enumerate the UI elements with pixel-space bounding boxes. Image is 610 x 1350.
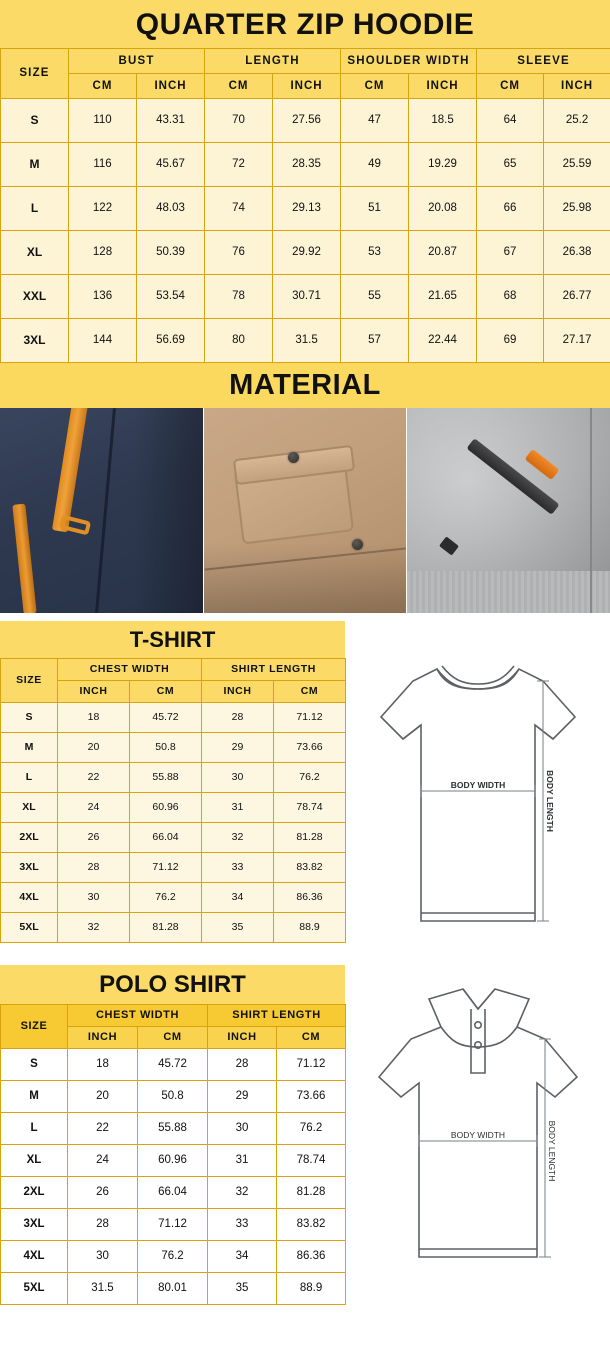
tshirt-cell: 31 <box>202 793 274 823</box>
polo-cell: 55.88 <box>138 1113 208 1145</box>
polo-row-size: 3XL <box>1 1209 68 1241</box>
hoodie-cell: 110 <box>69 99 137 143</box>
polo-row-size: XL <box>1 1145 68 1177</box>
tshirt-cell: 32 <box>58 913 130 943</box>
hoodie-unit-length-inch: INCH <box>273 74 341 99</box>
tshirt-body-width-label: BODY WIDTH <box>450 780 506 790</box>
tshirt-size-table <box>0 658 346 943</box>
polo-row-size: 5XL <box>1 1273 68 1305</box>
hoodie-cell: 47 <box>341 99 409 143</box>
polo-header-size: SIZE <box>1 1005 68 1049</box>
hoodie-cell: 20.08 <box>409 187 477 231</box>
hoodie-cell: 136 <box>69 275 137 319</box>
hoodie-row-size: L <box>1 187 69 231</box>
tshirt-cell: 24 <box>58 793 130 823</box>
hoodie-cell: 122 <box>69 187 137 231</box>
polo-cell: 29 <box>208 1081 277 1113</box>
polo-cell: 32 <box>208 1177 277 1209</box>
hoodie-cell: 22.44 <box>409 319 477 363</box>
polo-title: POLO SHIRT <box>0 965 345 1004</box>
tshirt-cell: 78.74 <box>274 793 346 823</box>
tshirt-row-size: M <box>1 733 58 763</box>
tshirt-cell: 32 <box>202 823 274 853</box>
hoodie-cell: 70 <box>205 99 273 143</box>
tshirt-cell: 81.28 <box>274 823 346 853</box>
polo-unit-length-cm: CM <box>277 1027 346 1049</box>
table-row <box>1 319 610 363</box>
hoodie-header-shoulder-width: SHOULDER WIDTH <box>341 49 477 74</box>
hoodie-cell: 116 <box>69 143 137 187</box>
hoodie-cell: 57 <box>341 319 409 363</box>
polo-cell: 88.9 <box>277 1273 346 1305</box>
polo-cell: 71.12 <box>138 1209 208 1241</box>
polo-cell: 81.28 <box>277 1177 346 1209</box>
tshirt-cell: 83.82 <box>274 853 346 883</box>
polo-row-size: 4XL <box>1 1241 68 1273</box>
tshirt-cell: 34 <box>202 883 274 913</box>
hoodie-cell: 27.56 <box>273 99 341 143</box>
material-title: MATERIAL <box>0 363 610 408</box>
hoodie-cell: 69 <box>477 319 544 363</box>
tshirt-cell: 76.2 <box>130 883 202 913</box>
hoodie-unit-length-cm: CM <box>205 74 273 99</box>
tshirt-cell: 28 <box>202 703 274 733</box>
hoodie-cell: 28.35 <box>273 143 341 187</box>
tshirt-row-size: 5XL <box>1 913 58 943</box>
table-row <box>1 1049 346 1081</box>
tshirt-cell: 71.12 <box>130 853 202 883</box>
tshirt-title: T-SHIRT <box>0 621 345 658</box>
polo-cell: 50.8 <box>138 1081 208 1113</box>
polo-row-size: 2XL <box>1 1177 68 1209</box>
polo-cell: 24 <box>68 1145 138 1177</box>
hoodie-cell: 74 <box>205 187 273 231</box>
hoodie-cell: 48.03 <box>137 187 205 231</box>
table-row <box>1 99 610 143</box>
tshirt-cell: 55.88 <box>130 763 202 793</box>
tshirt-cell: 73.66 <box>274 733 346 763</box>
polo-size-table <box>0 1004 346 1305</box>
polo-cell: 31.5 <box>68 1273 138 1305</box>
tshirt-cell: 71.12 <box>274 703 346 733</box>
hoodie-cell: 66 <box>477 187 544 231</box>
hoodie-cell: 50.39 <box>137 231 205 275</box>
hoodie-row-size: 3XL <box>1 319 69 363</box>
hoodie-unit-sleeve-cm: CM <box>477 74 544 99</box>
polo-cell: 76.2 <box>138 1241 208 1273</box>
hoodie-cell: 56.69 <box>137 319 205 363</box>
polo-cell: 73.66 <box>277 1081 346 1113</box>
polo-row-size: M <box>1 1081 68 1113</box>
hoodie-cell: 30.71 <box>273 275 341 319</box>
navy-hoodie-drawstring-photo <box>0 408 203 613</box>
tshirt-cell: 20 <box>58 733 130 763</box>
tshirt-header-size: SIZE <box>1 659 58 703</box>
polo-header-chest-width: CHEST WIDTH <box>68 1005 208 1027</box>
tshirt-row-size: 3XL <box>1 853 58 883</box>
hoodie-cell: 25.2 <box>544 99 610 143</box>
polo-cell: 20 <box>68 1081 138 1113</box>
tshirt-header-shirt-length: SHIRT LENGTH <box>202 659 346 681</box>
tshirt-header-chest-width: CHEST WIDTH <box>58 659 202 681</box>
hoodie-cell: 25.98 <box>544 187 610 231</box>
polo-cell: 66.04 <box>138 1177 208 1209</box>
polo-cell: 35 <box>208 1273 277 1305</box>
tshirt-cell: 30 <box>58 883 130 913</box>
polo-cell: 33 <box>208 1209 277 1241</box>
hoodie-unit-shoulder-inch: INCH <box>409 74 477 99</box>
polo-body-length-label: BODY LENGTH <box>547 1120 557 1182</box>
polo-cell: 31 <box>208 1145 277 1177</box>
hoodie-header-row <box>1 49 610 74</box>
tshirt-cell: 66.04 <box>130 823 202 853</box>
hoodie-unit-bust-cm: CM <box>69 74 137 99</box>
hoodie-cell: 29.92 <box>273 231 341 275</box>
table-row <box>1 703 346 733</box>
table-row <box>1 793 346 823</box>
hoodie-cell: 67 <box>477 231 544 275</box>
polo-cell: 22 <box>68 1113 138 1145</box>
hoodie-unit-row <box>1 74 610 99</box>
tshirt-cell: 60.96 <box>130 793 202 823</box>
polo-unit-chest-cm: CM <box>138 1027 208 1049</box>
hoodie-cell: 45.67 <box>137 143 205 187</box>
table-row <box>1 143 610 187</box>
polo-header-shirt-length: SHIRT LENGTH <box>208 1005 346 1027</box>
hoodie-cell: 49 <box>341 143 409 187</box>
tshirt-header-row <box>1 659 346 681</box>
tshirt-unit-chest-inch: INCH <box>58 681 130 703</box>
polo-cell: 28 <box>208 1049 277 1081</box>
tshirt-cell: 88.9 <box>274 913 346 943</box>
hoodie-cell: 29.13 <box>273 187 341 231</box>
polo-cell: 80.01 <box>138 1273 208 1305</box>
hoodie-row-size: M <box>1 143 69 187</box>
hoodie-cell: 78 <box>205 275 273 319</box>
tshirt-cell: 76.2 <box>274 763 346 793</box>
polo-unit-chest-inch: INCH <box>68 1027 138 1049</box>
hoodie-size-table <box>0 48 610 363</box>
table-row <box>1 823 346 853</box>
polo-cell: 71.12 <box>277 1049 346 1081</box>
polo-unit-length-inch: INCH <box>208 1027 277 1049</box>
polo-cell: 34 <box>208 1241 277 1273</box>
tshirt-measurement-diagram <box>345 621 610 951</box>
hoodie-cell: 55 <box>341 275 409 319</box>
polo-cell: 76.2 <box>277 1113 346 1145</box>
table-row <box>1 733 346 763</box>
hoodie-cell: 51 <box>341 187 409 231</box>
tshirt-cell: 30 <box>202 763 274 793</box>
tshirt-body-length-label: BODY LENGTH <box>545 770 555 832</box>
hoodie-cell: 25.59 <box>544 143 610 187</box>
polo-section <box>0 965 610 1305</box>
hoodie-cell: 128 <box>69 231 137 275</box>
tshirt-row-size: S <box>1 703 58 733</box>
hoodie-header-sleeve: SLEEVE <box>477 49 610 74</box>
hoodie-cell: 19.29 <box>409 143 477 187</box>
hoodie-cell: 68 <box>477 275 544 319</box>
polo-cell: 30 <box>208 1113 277 1145</box>
hoodie-cell: 80 <box>205 319 273 363</box>
tshirt-cell: 81.28 <box>130 913 202 943</box>
hoodie-cell: 65 <box>477 143 544 187</box>
hoodie-cell: 26.77 <box>544 275 610 319</box>
polo-row-size: S <box>1 1049 68 1081</box>
tshirt-cell: 33 <box>202 853 274 883</box>
hoodie-header-bust: BUST <box>69 49 205 74</box>
hoodie-cell: 21.65 <box>409 275 477 319</box>
grey-fabric-pen-photo <box>407 408 610 613</box>
hoodie-unit-sleeve-inch: INCH <box>544 74 610 99</box>
hoodie-cell: 31.5 <box>273 319 341 363</box>
polo-cell: 45.72 <box>138 1049 208 1081</box>
polo-diagram-wrapper <box>345 965 610 1305</box>
table-row <box>1 187 610 231</box>
hoodie-cell: 76 <box>205 231 273 275</box>
table-row <box>1 1145 346 1177</box>
tshirt-cell: 18 <box>58 703 130 733</box>
tshirt-row-size: 2XL <box>1 823 58 853</box>
table-row <box>1 1177 346 1209</box>
polo-row-size: L <box>1 1113 68 1145</box>
hoodie-cell: 43.31 <box>137 99 205 143</box>
polo-cell: 60.96 <box>138 1145 208 1177</box>
hoodie-unit-bust-inch: INCH <box>137 74 205 99</box>
tshirt-cell: 22 <box>58 763 130 793</box>
tshirt-cell: 26 <box>58 823 130 853</box>
tshirt-row-size: 4XL <box>1 883 58 913</box>
tan-sleeve-pocket-photo <box>204 408 407 613</box>
table-row <box>1 1241 346 1273</box>
polo-cell: 30 <box>68 1241 138 1273</box>
tshirt-unit-chest-cm: CM <box>130 681 202 703</box>
tshirt-row-size: L <box>1 763 58 793</box>
polo-cell: 83.82 <box>277 1209 346 1241</box>
table-row <box>1 275 610 319</box>
table-row <box>1 1113 346 1145</box>
polo-cell: 86.36 <box>277 1241 346 1273</box>
polo-header-row <box>1 1005 346 1027</box>
tshirt-cell: 29 <box>202 733 274 763</box>
tshirt-unit-length-cm: CM <box>274 681 346 703</box>
hoodie-section <box>0 0 610 363</box>
hoodie-title: QUARTER ZIP HOODIE <box>0 0 610 48</box>
hoodie-cell: 72 <box>205 143 273 187</box>
hoodie-row-size: S <box>1 99 69 143</box>
table-row <box>1 853 346 883</box>
table-row <box>1 1273 346 1305</box>
hoodie-cell: 27.17 <box>544 319 610 363</box>
table-row <box>1 883 346 913</box>
hoodie-cell: 53 <box>341 231 409 275</box>
polo-cell: 78.74 <box>277 1145 346 1177</box>
tshirt-row-size: XL <box>1 793 58 823</box>
polo-cell: 18 <box>68 1049 138 1081</box>
tshirt-section <box>0 621 610 951</box>
hoodie-cell: 20.87 <box>409 231 477 275</box>
polo-body-width-label: BODY WIDTH <box>450 1130 506 1140</box>
tshirt-cell: 45.72 <box>130 703 202 733</box>
table-row <box>1 1209 346 1241</box>
tshirt-cell: 86.36 <box>274 883 346 913</box>
hoodie-row-size: XXL <box>1 275 69 319</box>
table-row <box>1 913 346 943</box>
table-row <box>1 231 610 275</box>
polo-cell: 28 <box>68 1209 138 1241</box>
hoodie-cell: 53.54 <box>137 275 205 319</box>
hoodie-unit-shoulder-cm: CM <box>341 74 409 99</box>
polo-measurement-diagram <box>345 965 610 1305</box>
table-row <box>1 763 346 793</box>
tshirt-cell: 28 <box>58 853 130 883</box>
tshirt-diagram-wrapper <box>345 621 610 951</box>
hoodie-cell: 26.38 <box>544 231 610 275</box>
polo-table-wrapper <box>0 965 345 1305</box>
hoodie-header-size: SIZE <box>1 49 69 99</box>
material-photo-strip <box>0 408 610 613</box>
tshirt-cell: 50.8 <box>130 733 202 763</box>
hoodie-cell: 64 <box>477 99 544 143</box>
tshirt-cell: 35 <box>202 913 274 943</box>
hoodie-cell: 144 <box>69 319 137 363</box>
hoodie-cell: 18.5 <box>409 99 477 143</box>
hoodie-header-length: LENGTH <box>205 49 341 74</box>
tshirt-table-wrapper <box>0 621 345 951</box>
polo-cell: 26 <box>68 1177 138 1209</box>
hoodie-row-size: XL <box>1 231 69 275</box>
table-row <box>1 1081 346 1113</box>
tshirt-unit-length-inch: INCH <box>202 681 274 703</box>
